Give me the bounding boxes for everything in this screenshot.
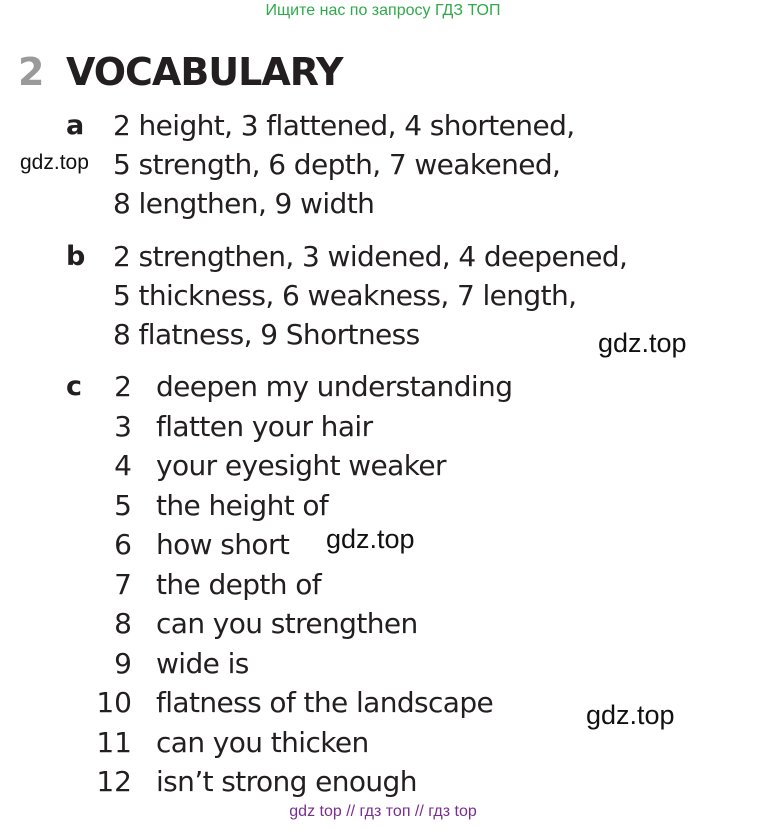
- item-number: 2: [114, 370, 132, 403]
- item-number: 9: [114, 646, 132, 680]
- item-text: the height of: [156, 488, 329, 522]
- footer-note: gdz top // гдз топ // гдз top: [289, 803, 477, 820]
- item-number: 8: [114, 607, 132, 640]
- watermark: gdz.top: [598, 328, 687, 358]
- item-number: 4: [114, 449, 132, 482]
- part-a-line: 8 lengthen, 9 width: [113, 187, 375, 220]
- part-b-line: 2 strengthen, 3 widened, 4 deepened,: [113, 240, 628, 273]
- item-text: can you strengthen: [156, 607, 418, 640]
- section-number: 2: [18, 50, 45, 94]
- item-number: 10: [96, 686, 132, 719]
- item-number: 11: [96, 725, 132, 759]
- watermark: gdz.top: [326, 524, 415, 554]
- item-text: your eyesight weaker: [156, 449, 446, 482]
- item-text: deepen my understanding: [156, 370, 513, 403]
- part-a-line: 2 height, 3 flattened, 4 shortened,: [113, 109, 575, 142]
- item-text: flatten your hair: [156, 409, 373, 443]
- watermark: gdz.top: [20, 151, 89, 174]
- item-number: 3: [114, 409, 132, 443]
- part-b-line: 5 thickness, 6 weakness, 7 length,: [113, 279, 577, 312]
- item-text: isn’t strong enough: [156, 765, 417, 798]
- watermark: gdz.top: [586, 700, 675, 730]
- item-text: can you thicken: [156, 725, 369, 759]
- item-number: 6: [114, 528, 132, 561]
- part-a-letter: a: [66, 110, 85, 141]
- item-text: how short: [156, 528, 290, 561]
- item-text: flatness of the landscape: [156, 686, 494, 719]
- part-c-letter: c: [66, 371, 83, 402]
- part-b-line: 8 flatness, 9 Shortness: [113, 318, 420, 351]
- item-number: 12: [96, 765, 132, 798]
- header-note: Ищите нас по запросу ГДЗ ТОП: [265, 2, 501, 19]
- item-text: wide is: [156, 646, 249, 680]
- item-number: 5: [114, 488, 132, 522]
- part-b-letter: b: [66, 241, 86, 272]
- section-title: VOCABULARY: [66, 50, 343, 94]
- part-a-line: 5 strength, 6 depth, 7 weakened,: [113, 148, 561, 181]
- item-number: 7: [114, 567, 132, 601]
- item-text: the depth of: [156, 567, 322, 601]
